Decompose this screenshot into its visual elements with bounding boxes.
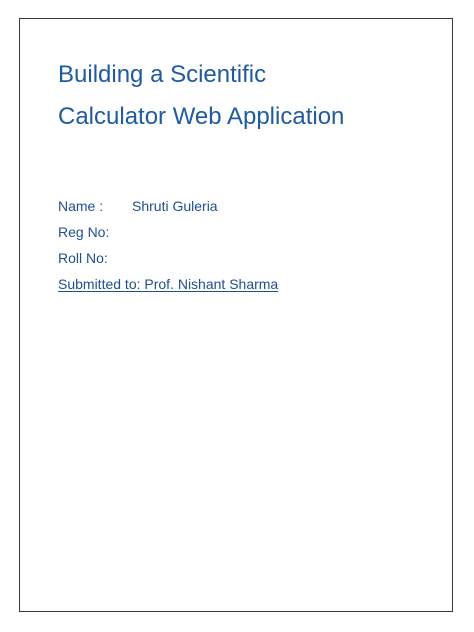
roll-no-row <box>58 248 438 274</box>
student-info <box>58 196 438 300</box>
title-line-2: Calculator Web Application <box>58 103 345 130</box>
reg-no-row <box>58 222 438 248</box>
reg-no-label: Reg No: <box>58 224 110 240</box>
roll-no-label: Roll No: <box>58 250 108 266</box>
submitted-to-text: Submitted to: Prof. Nishant Sharma <box>58 276 279 292</box>
document-title <box>58 54 438 138</box>
name-row <box>58 196 438 222</box>
name-value: Shruti Guleria <box>132 198 218 214</box>
submitted-to-row <box>58 274 438 300</box>
title-line-1: Building a Scientific <box>58 61 267 88</box>
name-label: Name : <box>58 198 104 214</box>
